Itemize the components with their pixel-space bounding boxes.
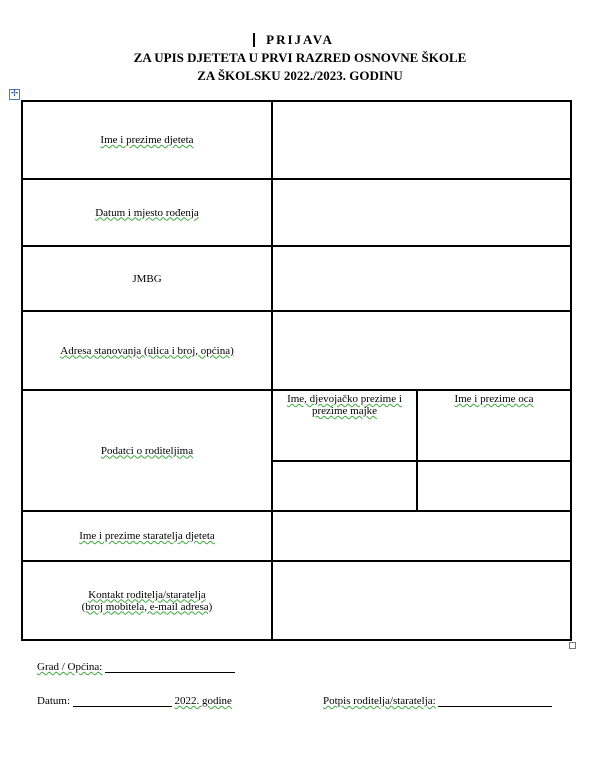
jmbg-label-cell [22,246,272,311]
contact-label-cell [22,561,272,640]
father-label-cell [417,390,571,461]
jmbg-label: JMBG [132,272,162,285]
table-move-handle-icon[interactable]: ✢ [10,89,19,99]
signature-label: Potpis roditelja/staratelja: [323,695,436,707]
child-name-label-cell [22,101,272,179]
birth-label: Datum i mjesto rođenja [95,206,199,219]
father-field[interactable] [417,461,571,511]
signature-line [323,695,552,707]
guardian-label: Ime i prezime staratelja djeteta [79,530,215,542]
address-label-cell [22,311,272,390]
child-name-field[interactable] [272,101,571,179]
mother-label-cell [272,390,417,461]
parents-label: Podatci o roditeljima [100,444,194,457]
city-label: Grad / Općina: [37,661,103,673]
contact-sublabel: (broj mobitela, e-mail adresa) [81,600,213,613]
guardian-label-cell [22,511,272,561]
guardian-field[interactable] [272,511,571,561]
mother-field[interactable] [272,461,417,511]
registration-table [21,100,572,641]
year-suffix: 2022. godine [174,695,232,707]
school-year-line: ZA ŠKOLSKU 2022./2023. GODINU [197,68,403,83]
table-resize-handle[interactable] [569,642,576,649]
signature-blank[interactable] [438,695,552,707]
jmbg-field[interactable] [272,246,571,311]
address-field[interactable] [272,311,571,390]
contact-label: Kontakt roditelja/staratelja [88,588,206,601]
father-label: Ime i prezime oca [454,393,534,405]
form-subtitle: ZA UPIS DJETETA U PRVI RAZRED OSNOVNE ŠKOLE [133,50,467,65]
text-cursor [253,33,255,47]
birth-label-cell [22,179,272,246]
child-name-label: Ime i prezime djeteta [100,134,194,146]
mother-label: Ime, djevojačko prezime i prezime majke [287,393,402,417]
contact-field[interactable] [272,561,571,640]
birth-field[interactable] [272,179,571,246]
address-label: Adresa stanovanja (ulica i broj, općina) [60,344,234,357]
parents-label-cell [22,390,272,511]
date-line [37,695,232,707]
city-blank[interactable] [105,661,235,673]
city-line [37,661,235,673]
date-blank[interactable] [73,695,172,707]
date-label: Datum: [37,695,70,707]
form-title: PRIJAVA [266,32,334,47]
